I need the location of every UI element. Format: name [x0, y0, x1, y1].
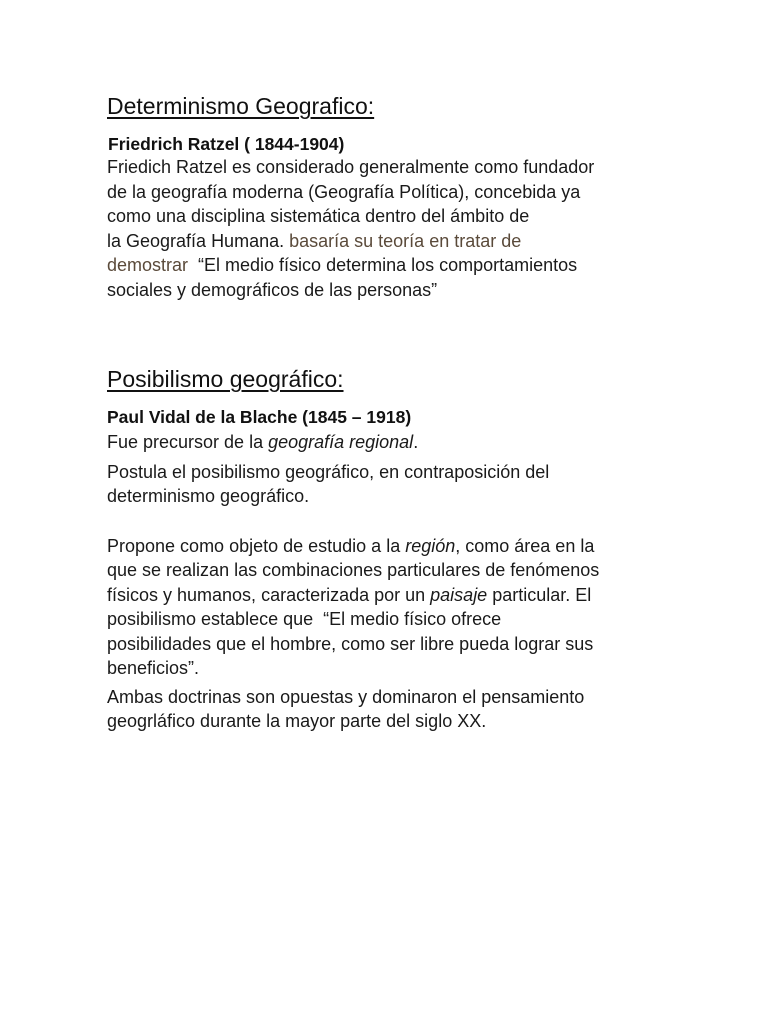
heading-posibilismo: Posibilismo geográfico: — [107, 366, 344, 392]
text-line: determinismo geográfico. — [107, 486, 310, 506]
author-ratzel: Friedrich Ratzel ( 1844-1904) — [108, 134, 345, 154]
italic-text: región — [405, 535, 456, 556]
italic-text: geografía regional — [268, 432, 414, 452]
text-line: “El medio físico determina los comportamientos — [188, 255, 578, 275]
text-line: posibilidades que el hombre, como ser libre pueda lograr sus — [107, 633, 594, 654]
text-span: físicos y humanos, caracterizada por un — [107, 584, 431, 605]
paragraph-precursor — [107, 430, 667, 455]
paragraph-propone — [107, 534, 667, 681]
text-span: , como área en la — [455, 535, 595, 556]
text-line: geogrláfico durante la mayor parte del siglo XX. — [107, 711, 487, 731]
paragraph-ambas — [107, 685, 667, 734]
paragraph-ratzel — [107, 155, 667, 302]
italic-text: paisaje — [430, 584, 488, 605]
text-line: sociales y demográficos de las personas” — [107, 279, 438, 300]
text-line: beneficios”. — [107, 658, 200, 678]
text-span: . — [413, 432, 419, 452]
text-span: Propone como objeto de estudio a la — [107, 535, 406, 556]
text-line: de la geografía moderna (Geografía Política), concebida ya — [107, 181, 581, 202]
text-line: que se realizan las combinaciones particulares de fenómenos — [107, 560, 600, 580]
text-span: particular. El — [487, 584, 592, 605]
text-line: Postula el posibilismo geográfico, en contraposición del — [107, 461, 550, 482]
paragraph-postula — [107, 460, 667, 509]
author-vidal: Paul Vidal de la Blache (1845 – 1918) — [107, 407, 412, 427]
accent-text: basaría su teoría en tratar de — [289, 230, 522, 251]
text-line: Ambas doctrinas son opuestas y dominaron el pensamiento — [107, 686, 585, 707]
text-line: la Geografía Humana. — [107, 230, 290, 251]
text-line: posibilismo establece que “El medio físico ofrece — [107, 609, 502, 629]
text-line: como una disciplina sistemática dentro del ámbito de — [107, 206, 530, 226]
heading-determinismo: Determinismo Geografico: — [107, 93, 375, 119]
text-line: Friedich Ratzel es considerado generalmente como fundador — [107, 157, 595, 177]
section-posibilismo — [107, 366, 667, 734]
text-span: Fue precursor de la — [107, 432, 269, 452]
accent-text: demostrar — [107, 255, 189, 275]
section-determinismo — [107, 93, 667, 302]
